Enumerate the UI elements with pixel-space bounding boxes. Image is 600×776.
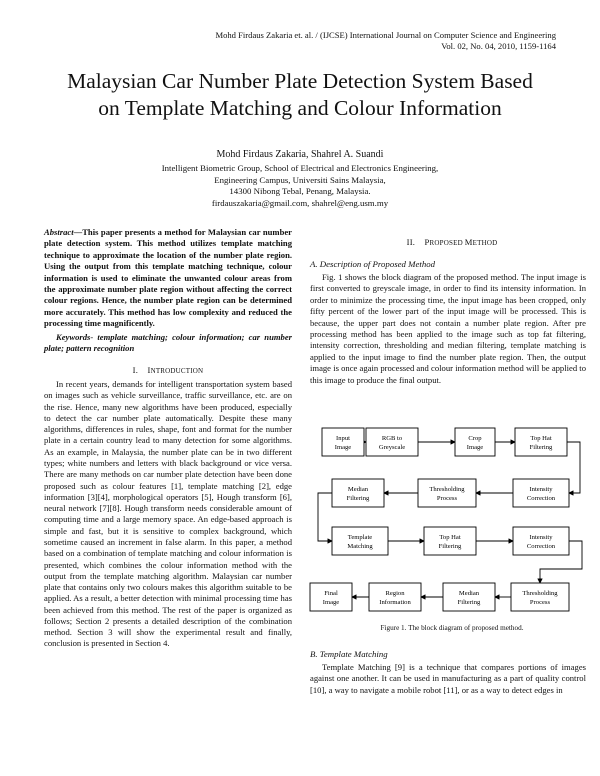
diagram-box-label: Greyscale (378, 444, 406, 451)
affiliation-emails: firdauszakaria@gmail.com, shahrel@eng.usm.my (211, 197, 389, 208)
diagram-box-final (310, 583, 352, 611)
diagram-box-label: Filtering (457, 599, 481, 606)
diagram-box-label: Input (336, 435, 350, 442)
abstract-text: This paper presents a method for Malaysian car number plate detection system. This method utilizes template matching technique to approximate the location of the number plate region. Using the output from this template matching technique, colour information is used to eliminate the unwanted colour areas from the approximate number plate region without affecting the correct colour regions. Hence, the number plate region can be determined more accurately. This method has low complexity and reduced the processing time magnificently. (44, 227, 292, 329)
running-header (215, 30, 556, 52)
section-2-title-rest: ROPOSED (429, 239, 465, 247)
abstract-dash: — (73, 227, 83, 237)
header-line-1: Mohd Firdaus Zakaria et. al. / (IJCSE) International Journal on Computer Science and Engineering (215, 30, 556, 40)
section-2-title-initial: P (424, 237, 430, 247)
diagram-box-median2 (443, 583, 495, 611)
section-2-heading (314, 237, 590, 247)
subsection-b-heading: B. Template Matching (310, 649, 388, 659)
header-line-2: Vol. 02, No. 04, 2010, 1159-1164 (441, 41, 556, 51)
affiliation-line: Engineering Campus, Universiti Sains Malaysia, (214, 174, 386, 185)
diagram-box-label: Matching (347, 543, 373, 550)
diagram-box-label: Crop (468, 435, 482, 442)
diagram-box-label: Thresholding (429, 486, 465, 493)
diagram-box-region (369, 583, 421, 611)
abstract (44, 227, 292, 330)
diagram-box-median1 (332, 479, 384, 507)
section-1-title-initial: I (147, 365, 151, 375)
diagram-box-template (332, 527, 388, 555)
subsection-a-heading: A. Description of Proposed Method (310, 259, 436, 269)
diagram-box-label: Correction (526, 495, 556, 502)
diagram-box-label: RGB to (381, 435, 403, 442)
section-2-number: II. (406, 237, 416, 247)
section-1-heading (44, 365, 292, 375)
paper-title (30, 68, 570, 122)
authors: Mohd Firdaus Zakaria, Shahrel A. Suandi (216, 149, 384, 160)
diagram-box-rgb (366, 428, 418, 456)
diagram-box-label: Region (385, 590, 405, 597)
block-diagram (0, 418, 600, 618)
diagram-box-label: Filtering (438, 543, 462, 550)
affiliation (90, 163, 510, 209)
diagram-box-label: Correction (526, 543, 556, 550)
diagram-box-label: Filtering (346, 495, 370, 502)
diagram-box-intens2 (513, 527, 569, 555)
diagram-box-tophat1 (515, 428, 567, 456)
diagram-box-label: Process (529, 599, 551, 606)
diagram-box-input (322, 428, 364, 456)
diagram-box-label: Top Hat (530, 435, 552, 442)
diagram-box-intens1 (513, 479, 569, 507)
diagram-box-label: Image (334, 444, 352, 451)
diagram-box-label: Image (466, 444, 484, 451)
section-1-title-rest: NTRODUCTION (150, 367, 204, 375)
diagram-box-crop (455, 428, 495, 456)
diagram-box-label: Thresholding (522, 590, 558, 597)
method-paragraph: Fig. 1 shows the block diagram of the proposed method. The input image is first converted to greyscale image, in order to find its intensity information. In order to minimize the processing time, the input image has been cropped, only fifty percent of the lower part of the input image will be processed. This is because, the upper part does not contain a number plate region. After pre processing method has been applied to the image such as top fat filtering, intensity correction, thresholding and median filtering, template matching is applied to the input image to find the number plate region. Then, the output image is once again processed and colour information method will be applied to this image to produce the final output. (310, 272, 586, 385)
section-2-title-m: M (464, 237, 473, 247)
diagram-box-label: Process (436, 495, 458, 502)
diagram-box-label: Median (347, 486, 369, 493)
figure-caption: Figure 1. The block diagram of proposed method. (380, 624, 524, 632)
diagram-box-label: Template (347, 534, 373, 541)
section-1-number: I. (132, 365, 139, 375)
section-2-title-rest-2: ETHOD (472, 239, 498, 247)
diagram-box-tophat2 (424, 527, 476, 555)
diagram-box-label: Intensity (529, 534, 553, 541)
title-line-1: Malaysian Car Number Plate Detection System Based (67, 69, 533, 93)
affiliation-line: Intelligent Biometric Group, School of Electrical and Electronics Engineering, (161, 163, 439, 173)
diagram-box-label: Median (458, 590, 480, 597)
diagram-box-label: Filtering (529, 444, 553, 451)
diagram-box-label: Image (322, 599, 340, 606)
diagram-box-label: Top Hat (439, 534, 461, 541)
abstract-label: Abstract (44, 227, 74, 237)
title-line-2: on Template Matching and Colour Information (98, 96, 502, 120)
diagram-box-label: Information (379, 599, 411, 606)
keywords: Keywords- template matching; colour information; car number plate; pattern recognition (44, 332, 292, 354)
template-matching-paragraph: Template Matching [9] is a technique that compares portions of images against one another. It can be used in manufacturing as a part of quality control [10], a way to navigate a mobile robot [11], or as a way to detect edges in (310, 662, 586, 695)
diagram-arrow (318, 493, 332, 541)
diagram-box-label: Intensity (529, 486, 553, 493)
intro-paragraph: In recent years, demands for intelligent transportation system based on images such as vehicle surveillance, traffic surveillance, etc. are on the rise. Hence, many new algorithms have been produced, especially to detect the car number plate automatically. Despite these many algorithms, differences in rules, shape, font and format for the number plate in a certain country lead to many detection for some algorithms. As an example, in Malaysia, the number plate can be in two different types; white numbers and letters with black background or vice versa. There are many methods on car number plate detection have been done proposed such as colour features [1], template matching [2], edge information [3][4], morphological operators [5], Hough transform [6], neural network [7][8]. Hough transform needs considerable amount of computing time and a large memory space. An edge-based approach is simple and fast, but it is sensitive to complex background, which sometime caused an increment in false alarm. In this paper, a method based on a combination of template matching and colour information is presented, which combines the colour information method with the output from the template matching algorithm. Malaysian car number plate that contains only two colours makes this algorithm suitable to be applied. As a result, a better detection with minimal processing time has been achieved from this method. The rest of the paper is organized as follows; Section 2 presents a detailed description of the combination method. Section 3 will show the experimental result and finally, conclusion is presented in Section 4. (44, 379, 292, 649)
affiliation-line: 14300 Nibong Tebal, Penang, Malaysia. (229, 186, 371, 197)
diagram-box-thresh1 (418, 479, 476, 507)
diagram-box-label: Final (324, 590, 338, 597)
diagram-box-thresh2 (511, 583, 569, 611)
